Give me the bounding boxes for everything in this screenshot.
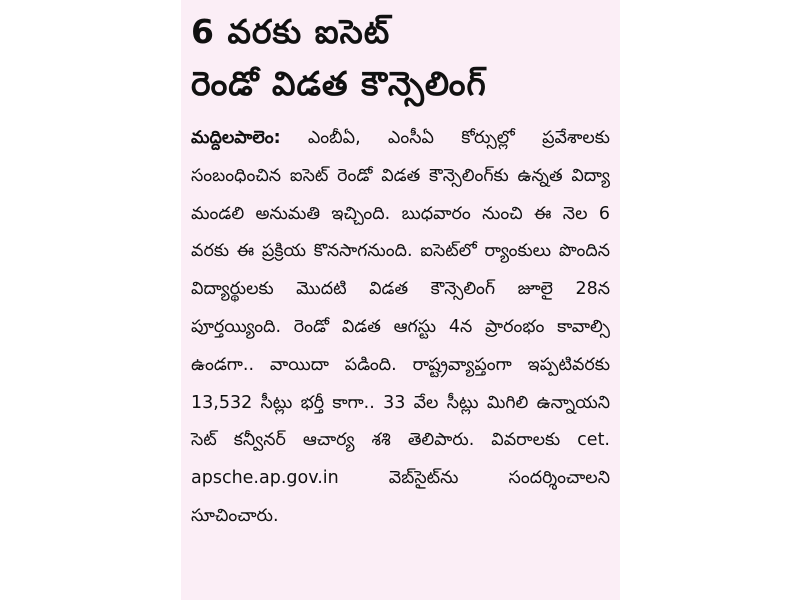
newspaper-clipping xyxy=(181,0,620,600)
headline-line-2: రెండో విడత కౌన్సెలింగ్ xyxy=(191,64,487,103)
headline xyxy=(191,6,610,110)
article-body xyxy=(191,120,610,536)
headline-line-1: 6 వరకు ఐసెట్ xyxy=(191,12,391,51)
dateline: మద్దిలపాలెం: xyxy=(191,128,281,148)
article-body-text: ఎంబీఏ, ఎంసీఏ కోర్సుల్లో ప్రవేశాలకు సంబంధించిన ఐసెట్ రెండో విడత కౌన్సెలింగ్‌కు ఉన్నత విద్యా మండలి అనుమతి ఇచ్చింది. బుధవారం నుంచి ఈ నెల 6 వరకు ఈ ప్రక్రియ కొనసాగనుంది. ఐసెట్‌లో ర్యాంకులు పొందిన విద్యార్థులకు మొదటి విడత కౌన్సెలింగ్ జూలై 28న పూర్తయ్యింది. రెండో విడత ఆగస్టు 4న ప్రారంభం కావాల్సి ఉండగా.. వాయిదా పడింది. రాష్ట్రవ్యాప్తంగా ఇప్పటివరకు 13,532 సీట్లు భర్తీ కాగా.. 33 వేల సీట్లు మిగిలి ఉన్నాయని సెట్ కన్వీనర్ ఆచార్య శశి తెలిపారు. వివరాలకు cet. apsche.ap.gov.in వెబ్‌సైట్‌ను సందర్శించాలని సూచించారు. xyxy=(191,128,610,526)
